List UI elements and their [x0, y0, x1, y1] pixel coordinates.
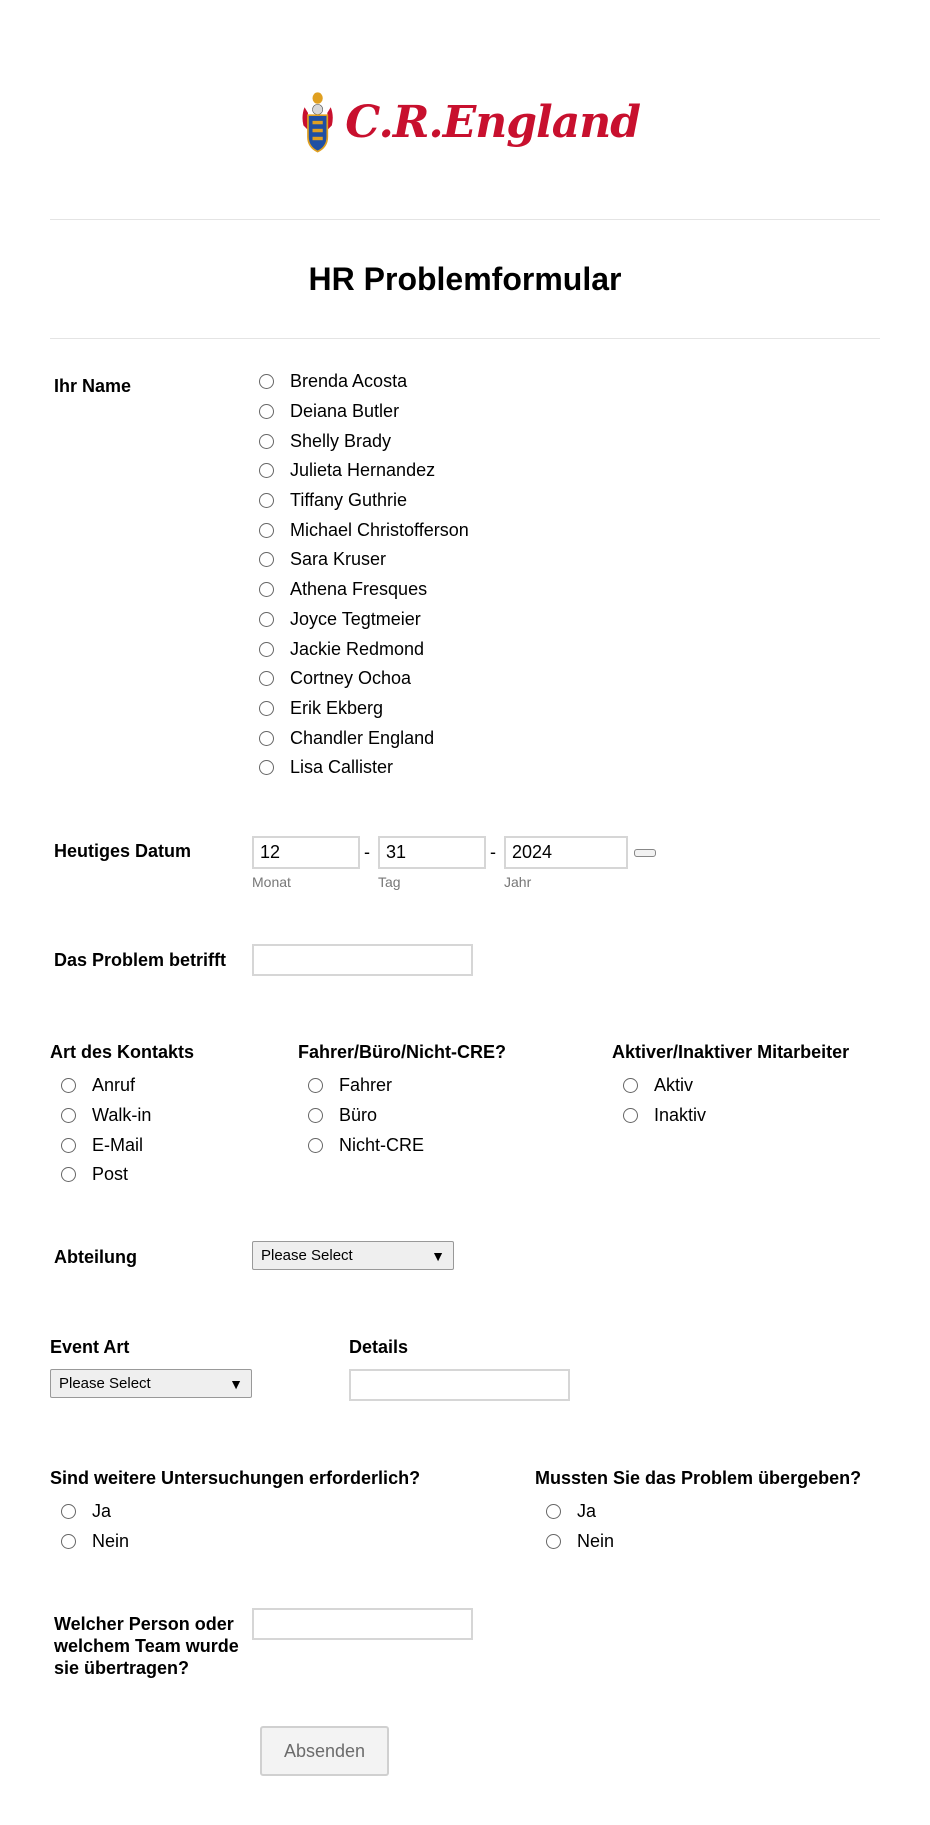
contact-type-radio-group	[61, 1071, 151, 1190]
driver-office-radio-group	[308, 1071, 424, 1160]
escalated-option[interactable]: Nein	[546, 1527, 614, 1557]
further-investigation-radio-group	[61, 1497, 129, 1556]
form-title: HR Problemformular	[308, 261, 622, 297]
radio-button[interactable]	[259, 642, 274, 657]
further-investigation-option[interactable]: Nein	[61, 1527, 129, 1557]
date-separator: -	[490, 842, 496, 862]
escalated-label: Mussten Sie das Problem übergeben?	[535, 1468, 862, 1488]
calendar-icon[interactable]	[634, 849, 656, 857]
radio-button[interactable]	[546, 1504, 561, 1519]
radio-button[interactable]	[308, 1078, 323, 1093]
radio-button[interactable]	[546, 1534, 561, 1549]
employee-status-option[interactable]: Inaktiv	[623, 1101, 706, 1131]
name-option[interactable]: Chandler England	[259, 723, 469, 753]
radio-button[interactable]	[259, 671, 274, 686]
radio-button[interactable]	[259, 582, 274, 597]
details-input[interactable]	[349, 1369, 570, 1401]
company-logo	[300, 66, 640, 178]
concern-label: Das Problem betrifft	[54, 950, 227, 970]
transferred-to-label: Welcher Person oder welchem Team wurde sie übertragen?	[54, 1614, 239, 1678]
radio-button[interactable]	[259, 404, 274, 419]
name-option[interactable]: Tiffany Guthrie	[259, 486, 469, 516]
further-investigation-label: Sind weitere Untersuchungen erforderlich?	[50, 1468, 421, 1488]
details-label: Details	[349, 1337, 409, 1357]
escalated-radio-group	[546, 1497, 614, 1556]
contact-type-option[interactable]: E-Mail	[61, 1130, 151, 1160]
event-type-label: Event Art	[50, 1337, 130, 1357]
name-option[interactable]: Cortney Ochoa	[259, 664, 469, 694]
crest-icon	[300, 66, 335, 178]
employee-status-radio-group	[623, 1071, 706, 1130]
driver-office-option[interactable]: Fahrer	[308, 1071, 424, 1101]
date-month-input[interactable]	[252, 836, 360, 869]
date-day-sublabel: Tag	[378, 874, 401, 890]
chevron-down-icon: ▼	[431, 1247, 445, 1264]
contact-type-option[interactable]: Walk-in	[61, 1101, 151, 1131]
name-option[interactable]: Shelly Brady	[259, 426, 469, 456]
divider	[50, 219, 880, 220]
name-option[interactable]: Julieta Hernandez	[259, 456, 469, 486]
name-option[interactable]: Erik Ekberg	[259, 694, 469, 724]
radio-button[interactable]	[259, 731, 274, 746]
date-year-input[interactable]	[504, 836, 628, 869]
transferred-to-input[interactable]	[252, 1608, 473, 1640]
further-investigation-option[interactable]: Ja	[61, 1497, 129, 1527]
radio-button[interactable]	[61, 1504, 76, 1519]
name-option[interactable]: Jackie Redmond	[259, 634, 469, 664]
name-label: Ihr Name	[54, 376, 132, 396]
department-select[interactable]: Please Select ▼	[252, 1241, 454, 1270]
event-type-select[interactable]: Please Select ▼	[50, 1369, 252, 1398]
radio-button[interactable]	[61, 1167, 76, 1182]
radio-button[interactable]	[259, 493, 274, 508]
driver-office-label: Fahrer/Büro/Nicht-CRE?	[298, 1042, 507, 1062]
name-option[interactable]: Michael Christofferson	[259, 515, 469, 545]
chevron-down-icon: ▼	[229, 1375, 243, 1392]
contact-type-option[interactable]: Post	[61, 1160, 151, 1190]
driver-office-option[interactable]: Nicht-CRE	[308, 1130, 424, 1160]
escalated-option[interactable]: Ja	[546, 1497, 614, 1527]
submit-button[interactable]: Absenden	[260, 1726, 389, 1776]
employee-status-label: Aktiver/Inaktiver Mitarbeiter	[612, 1042, 850, 1062]
name-option[interactable]: Lisa Callister	[259, 753, 469, 783]
date-separator: -	[364, 842, 370, 862]
date-month-sublabel: Monat	[252, 874, 291, 890]
radio-button[interactable]	[259, 523, 274, 538]
date-label: Heutiges Datum	[54, 841, 192, 861]
radio-button[interactable]	[61, 1078, 76, 1093]
contact-type-label: Art des Kontakts	[50, 1042, 195, 1062]
radio-button[interactable]	[623, 1108, 638, 1123]
name-option[interactable]: Joyce Tegtmeier	[259, 605, 469, 635]
radio-button[interactable]	[61, 1534, 76, 1549]
employee-status-option[interactable]: Aktiv	[623, 1071, 706, 1101]
radio-button[interactable]	[259, 552, 274, 567]
name-option[interactable]: Brenda Acosta	[259, 367, 469, 397]
radio-button[interactable]	[308, 1138, 323, 1153]
radio-button[interactable]	[61, 1138, 76, 1153]
date-year-sublabel: Jahr	[504, 874, 532, 890]
contact-type-option[interactable]: Anruf	[61, 1071, 151, 1101]
date-day-input[interactable]	[378, 836, 486, 869]
logo-text: C.R.England	[345, 96, 640, 148]
name-option[interactable]: Deiana Butler	[259, 397, 469, 427]
name-radio-group	[259, 367, 469, 783]
radio-button[interactable]	[259, 760, 274, 775]
driver-office-option[interactable]: Büro	[308, 1101, 424, 1131]
radio-button[interactable]	[259, 463, 274, 478]
radio-button[interactable]	[61, 1108, 76, 1123]
radio-button[interactable]	[623, 1078, 638, 1093]
department-label: Abteilung	[54, 1247, 137, 1267]
name-option[interactable]: Sara Kruser	[259, 545, 469, 575]
radio-button[interactable]	[259, 434, 274, 449]
concern-input[interactable]	[252, 944, 473, 976]
radio-button[interactable]	[259, 612, 274, 627]
radio-button[interactable]	[259, 701, 274, 716]
divider	[50, 338, 880, 339]
radio-button[interactable]	[259, 374, 274, 389]
radio-button[interactable]	[308, 1108, 323, 1123]
name-option[interactable]: Athena Fresques	[259, 575, 469, 605]
